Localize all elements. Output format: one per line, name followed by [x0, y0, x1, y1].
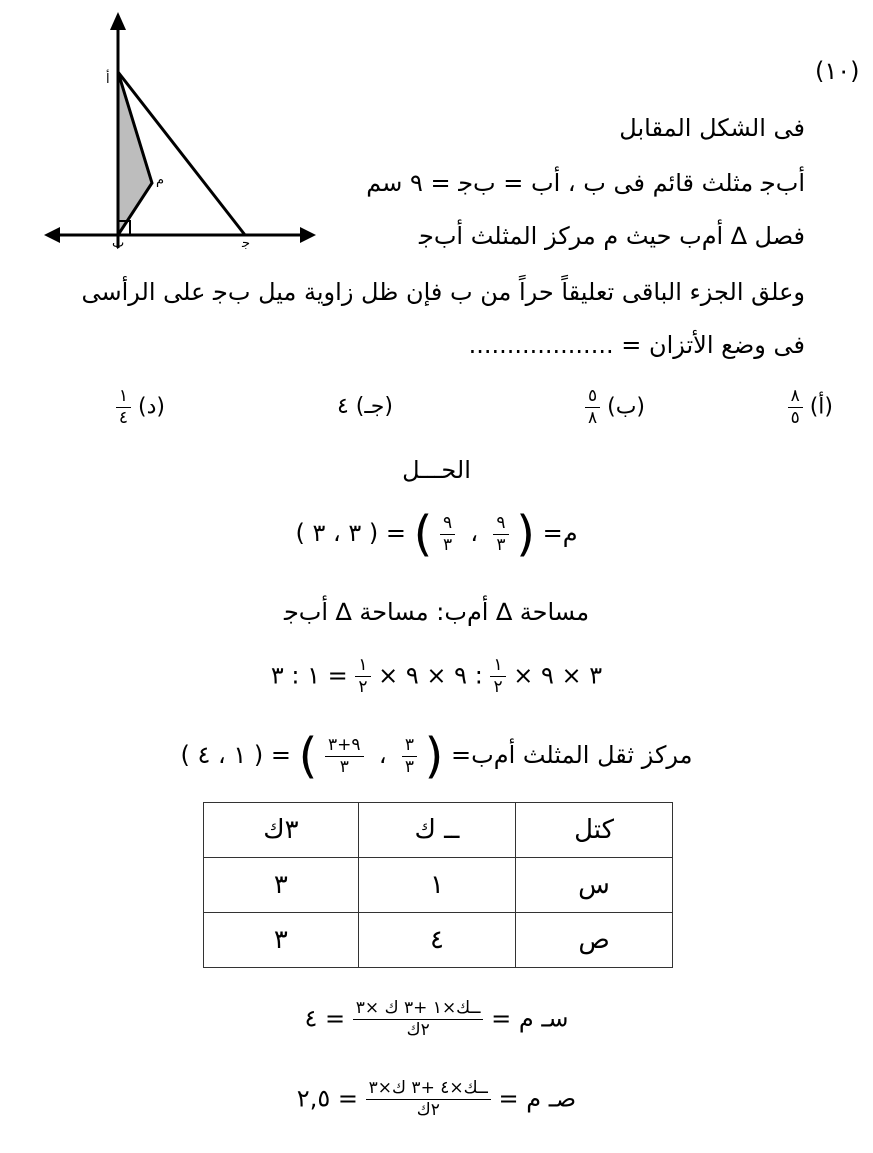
question-line-1: فى الشكل المقابل: [619, 114, 805, 142]
centroid-equation: مركز ثقل المثلث ﺃﻡﺏ= ( $\frac{٣}{٣}$ ، $\frac{٩+٣}{٣}$ ) = ( ١ ، ٤ ): [180, 728, 693, 784]
question-line-5: فى وضع الأتزان = ...................: [468, 331, 805, 359]
option-b-label: (ب): [607, 394, 645, 420]
option-a[interactable]: [788, 388, 833, 427]
table-header: ــ ك: [358, 803, 515, 858]
label-c: ﺟ: [242, 236, 251, 251]
label-a: ﺃ: [106, 72, 110, 87]
label-m: ﻡ: [156, 173, 165, 188]
option-a-fraction: $\frac{٨}{٥}$: [788, 388, 803, 427]
table-row: [204, 858, 673, 913]
option-d-fraction: $\frac{١}{٤}$: [116, 388, 131, 427]
option-c-label: (جـ): [355, 394, 393, 419]
solution-title: الحـــل: [402, 456, 471, 484]
table-cell: ص: [516, 913, 673, 968]
m-equation: ﻡ= ( $\frac{٩}{٣}$ ، $\frac{٩}{٣}$ ) = ( ٣ ، ٣ ): [295, 506, 578, 562]
option-c-value: ٤: [336, 394, 349, 419]
question-number: (١٠): [815, 57, 860, 85]
table-cell: ٤: [358, 913, 515, 968]
option-d-label: (د): [138, 394, 165, 420]
table-row: [204, 913, 673, 968]
table-header: ٣ك: [204, 803, 359, 858]
label-b: ﺏ: [112, 236, 125, 251]
x-centroid-formula: سـ ﻡ = $\frac{\text{ــك×١ +٣ ك ×٣}}{\text{٢ك}}$ = ٤: [304, 998, 569, 1040]
table-cell: ٣: [204, 858, 359, 913]
table-header: كتل: [516, 803, 673, 858]
question-line-4: وعلق الجزء الباقى تعليقاً حراً من ﺏ فإن ظل زاوية ميل ﺏﺟ على الرأسى: [81, 278, 805, 306]
question-line-2: ﺃﺏﺟ مثلث قائم فى ﺏ ، ﺃﺏ = ﺏﺟ = ٩ سم: [366, 169, 805, 197]
mass-table: [203, 802, 673, 968]
option-a-label: (أ): [809, 394, 833, 420]
option-b-fraction: $\frac{٥}{٨}$: [585, 388, 600, 427]
option-c[interactable]: [337, 394, 393, 419]
table-cell: ٣: [204, 913, 359, 968]
area-ratio-line: مساحة ∆ ﺃﻡﺏ: مساحة ∆ ﺃﺏﺟ: [283, 598, 590, 626]
option-d[interactable]: [116, 388, 165, 427]
ratio-equation: ٣ × ٩ × $\frac{١}{٢}$ : ٩ × ٩ × $\frac{١}{٢}$ = ١ : ٣: [270, 655, 603, 697]
table-header-row: [204, 803, 673, 858]
triangle-figure: [40, 8, 320, 253]
question-line-3: فصل ∆ ﺃﻡﺏ حيث ﻡ مركز المثلث ﺃﺏﺟ: [418, 222, 805, 250]
y-centroid-formula: صـ ﻡ = $\frac{\text{ــك×٤ +٣ ك×٣}}{\text{٢ك}}$ = ٢,٥: [296, 1078, 577, 1120]
table-cell: ١: [358, 858, 515, 913]
table-cell: س: [516, 858, 673, 913]
option-b[interactable]: [585, 388, 645, 427]
